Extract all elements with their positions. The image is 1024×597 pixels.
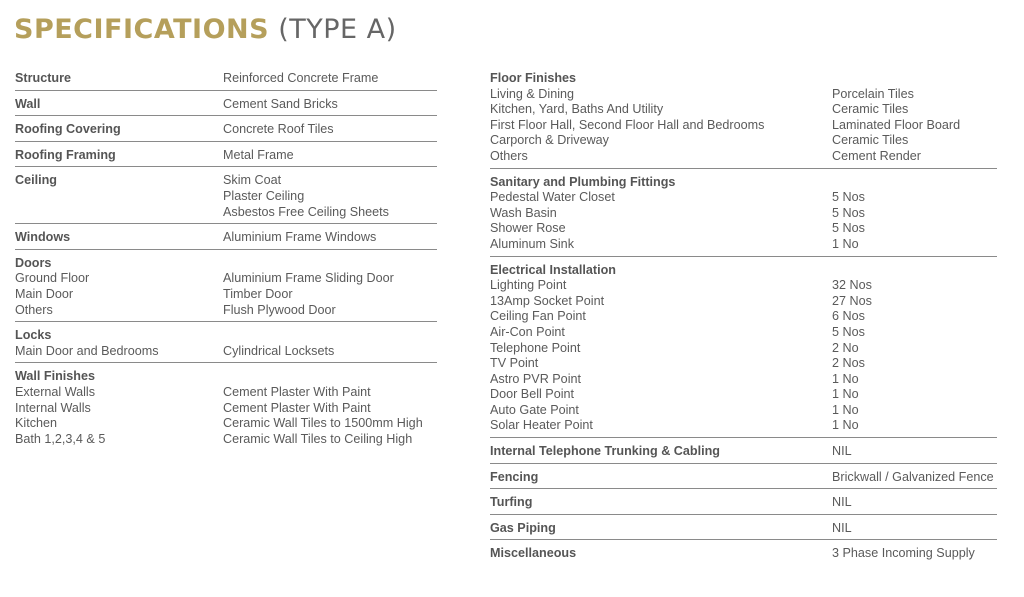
- spec-item-label: Wash Basin: [490, 205, 557, 220]
- spec-item-row: [490, 294, 997, 310]
- spec-header-row: [15, 256, 437, 272]
- spec-item-value: 1 No: [832, 387, 859, 402]
- spec-header-row: [490, 470, 997, 486]
- spec-item-row: [490, 325, 997, 341]
- spec-item-label: Kitchen, Yard, Baths And Utility: [490, 102, 664, 117]
- spec-section: [490, 443, 997, 464]
- spec-section: [490, 520, 997, 541]
- spec-item-value: Flush Plywood Door: [223, 302, 336, 317]
- spec-item-label: Telephone Point: [490, 340, 581, 355]
- spec-label: Fencing: [490, 469, 539, 484]
- spec-label: Gas Piping: [490, 520, 556, 535]
- spec-item-label: [15, 189, 223, 205]
- spec-value: Cement Sand Bricks: [223, 96, 338, 111]
- spec-item-value: 5 Nos: [832, 324, 865, 339]
- spec-item-label: [15, 205, 223, 221]
- spec-item-label: Living & Dining: [490, 86, 575, 101]
- page-title: [14, 14, 397, 45]
- spec-section: [15, 229, 437, 250]
- spec-item-label: Lighting Point: [490, 278, 567, 293]
- spec-label: Internal Telephone Trunking & Cabling: [490, 444, 720, 459]
- spec-header-row: [15, 328, 437, 344]
- spec-value: [223, 369, 437, 385]
- spec-item-label: 13Amp Socket Point: [490, 293, 605, 308]
- spec-item-label: Door Bell Point: [490, 387, 574, 402]
- spec-header-row: [15, 122, 437, 138]
- spec-item-value: Laminated Floor Board: [832, 117, 961, 132]
- spec-value: NIL: [832, 520, 852, 535]
- spec-item-row: [490, 278, 997, 294]
- spec-item-value: 6 Nos: [832, 309, 865, 324]
- spec-section: [15, 70, 437, 91]
- spec-item-row: [15, 401, 437, 417]
- spec-item-value: 1 No: [832, 371, 859, 386]
- spec-item-label: Shower Rose: [490, 221, 566, 236]
- spec-section: [15, 327, 437, 363]
- spec-section: [15, 368, 437, 450]
- spec-section: [490, 262, 997, 439]
- spec-header-row: [490, 71, 997, 87]
- spec-value: 3 Phase Incoming Supply: [832, 546, 975, 561]
- spec-value: NIL: [832, 444, 852, 459]
- spec-item-row: [15, 287, 437, 303]
- spec-item-value: Cement Plaster With Paint: [223, 384, 371, 399]
- spec-item-row: [490, 133, 997, 149]
- spec-item-row: [490, 206, 997, 222]
- spec-label: Wall Finishes: [15, 369, 96, 384]
- spec-header-row: [15, 71, 437, 87]
- spec-item-value: Cylindrical Locksets: [223, 343, 335, 358]
- spec-item-row: [15, 385, 437, 401]
- spec-section: [490, 469, 997, 490]
- spec-item-label: External Walls: [15, 384, 96, 399]
- spec-item-row: [15, 271, 437, 287]
- spec-value: Metal Frame: [223, 147, 294, 162]
- spec-section: [15, 172, 437, 224]
- spec-item-row: [490, 118, 997, 134]
- spec-value: NIL: [832, 495, 852, 510]
- spec-item-label: Carporch & Driveway: [490, 133, 609, 148]
- spec-item-row: [490, 372, 997, 388]
- spec-item-label: Others: [15, 302, 53, 317]
- spec-item-label: Aluminum Sink: [490, 236, 574, 251]
- spec-header-row: [490, 444, 997, 460]
- spec-item-value: Porcelain Tiles: [832, 86, 914, 101]
- spec-item-row: [15, 205, 437, 221]
- spec-item-row: [15, 432, 437, 448]
- spec-value: [832, 175, 997, 191]
- spec-section: [15, 121, 437, 142]
- spec-value: [223, 328, 437, 344]
- spec-section: [490, 174, 997, 257]
- spec-item-row: [490, 221, 997, 237]
- spec-item-value: 1 No: [832, 236, 859, 251]
- spec-item-row: [490, 387, 997, 403]
- spec-label: Turfing: [490, 495, 533, 510]
- spec-item-label: Main Door and Bedrooms: [15, 343, 159, 358]
- spec-item-label: Pedestal Water Closet: [490, 190, 615, 205]
- spec-section: [490, 494, 997, 515]
- spec-label: Wall: [15, 96, 41, 111]
- spec-item-row: [15, 189, 437, 205]
- spec-item-value: 5 Nos: [832, 205, 865, 220]
- spec-section: [490, 70, 997, 169]
- spec-item-value: 1 No: [832, 402, 859, 417]
- spec-item-value: 5 Nos: [832, 190, 865, 205]
- spec-item-label: Ceiling Fan Point: [490, 309, 586, 324]
- spec-item-label: First Floor Hall, Second Floor Hall and Bedrooms: [490, 117, 765, 132]
- spec-value: Concrete Roof Tiles: [223, 122, 334, 137]
- spec-item-label: Main Door: [15, 286, 74, 301]
- spec-item-label: Astro PVR Point: [490, 371, 581, 386]
- spec-item-row: [490, 309, 997, 325]
- spec-item-row: [490, 356, 997, 372]
- spec-value: [832, 263, 997, 279]
- spec-item-row: [15, 344, 437, 360]
- spec-item-row: [490, 403, 997, 419]
- spec-header-row: [490, 495, 997, 511]
- spec-item-row: [490, 341, 997, 357]
- spec-item-value: Aluminium Frame Sliding Door: [223, 271, 394, 286]
- spec-item-value: Timber Door: [223, 286, 293, 301]
- spec-item-label: Solar Heater Point: [490, 418, 593, 433]
- spec-item-row: [490, 102, 997, 118]
- spec-item-row: [490, 87, 997, 103]
- spec-item-label: Auto Gate Point: [490, 402, 579, 417]
- spec-item-row: [15, 416, 437, 432]
- spec-item-value: 2 No: [832, 340, 859, 355]
- spec-item-value: 5 Nos: [832, 221, 865, 236]
- spec-label: Doors: [15, 255, 52, 270]
- spec-label: Locks: [15, 328, 52, 343]
- spec-item-row: [490, 237, 997, 253]
- spec-item-value: 1 No: [832, 418, 859, 433]
- spec-label: Sanitary and Plumbing Fittings: [490, 174, 676, 189]
- spec-header-row: [15, 148, 437, 164]
- spec-header-row: [490, 546, 997, 562]
- left-spec-column: [15, 70, 437, 455]
- spec-item-value: Ceramic Tiles: [832, 133, 909, 148]
- spec-item-value: Cement Plaster With Paint: [223, 400, 371, 415]
- spec-label: Structure: [15, 71, 71, 85]
- spec-item-label: Bath 1,2,3,4 & 5: [15, 431, 106, 446]
- spec-value: [223, 256, 437, 272]
- spec-item-value: 27 Nos: [832, 293, 872, 308]
- spec-item-value: Asbestos Free Ceiling Sheets: [223, 204, 389, 219]
- spec-item-label: Air-Con Point: [490, 324, 565, 339]
- spec-item-label: TV Point: [490, 356, 539, 371]
- spec-header-row: [15, 230, 437, 246]
- spec-item-row: [15, 303, 437, 319]
- spec-value: Reinforced Concrete Frame: [223, 71, 379, 85]
- spec-item-value: Ceramic Wall Tiles to Ceiling High: [223, 431, 413, 446]
- spec-section: [15, 147, 437, 168]
- title-main: SPECIFICATIONS: [14, 14, 270, 45]
- spec-item-value: Cement Render: [832, 148, 921, 163]
- spec-section: [15, 96, 437, 117]
- spec-label: Floor Finishes: [490, 71, 577, 85]
- right-spec-column: [490, 70, 997, 570]
- spec-item-label: Kitchen: [15, 416, 58, 431]
- spec-label: Electrical Installation: [490, 262, 616, 277]
- spec-label: Windows: [15, 230, 71, 245]
- spec-value: [832, 71, 997, 87]
- spec-header-row: [15, 369, 437, 385]
- spec-header-row: [15, 97, 437, 113]
- spec-header-row: [490, 175, 997, 191]
- spec-label: Ceiling: [15, 173, 57, 188]
- spec-item-row: [490, 190, 997, 206]
- spec-section: [490, 545, 997, 565]
- spec-header-row: [15, 173, 437, 189]
- spec-item-value: Plaster Ceiling: [223, 188, 305, 203]
- spec-item-label: Others: [490, 148, 528, 163]
- spec-label: Roofing Covering: [15, 122, 121, 137]
- title-sub: (TYPE A): [278, 14, 397, 45]
- spec-value: Brickwall / Galvanized Fence: [832, 469, 994, 484]
- spec-value: Aluminium Frame Windows: [223, 230, 377, 245]
- spec-header-row: [490, 521, 997, 537]
- spec-item-label: Internal Walls: [15, 400, 91, 415]
- spec-item-row: [490, 149, 997, 165]
- spec-item-value: 32 Nos: [832, 278, 872, 293]
- spec-item-value: 2 Nos: [832, 356, 865, 371]
- spec-value: Skim Coat: [223, 173, 282, 188]
- spec-item-row: [490, 418, 997, 434]
- spec-label: Roofing Framing: [15, 147, 116, 162]
- spec-label: Miscellaneous: [490, 546, 577, 561]
- spec-item-value: Ceramic Tiles: [832, 102, 909, 117]
- spec-section: [15, 255, 437, 322]
- spec-item-value: Ceramic Wall Tiles to 1500mm High: [223, 416, 423, 431]
- spec-header-row: [490, 263, 997, 279]
- spec-item-label: Ground Floor: [15, 271, 90, 286]
